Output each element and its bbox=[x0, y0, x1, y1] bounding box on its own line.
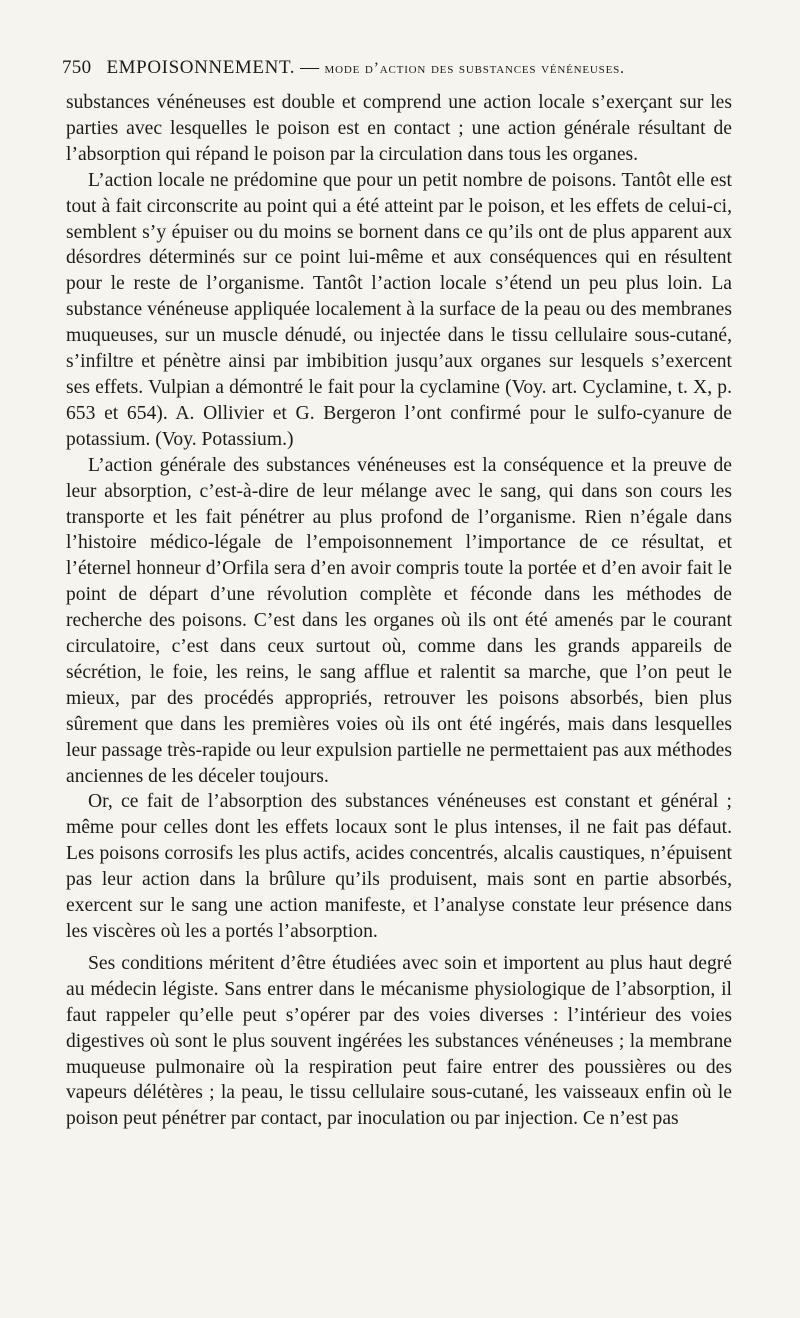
chapter-title: EMPOISONNEMENT. bbox=[106, 57, 296, 78]
page-number: 750 bbox=[62, 57, 92, 78]
paragraph-5: Ses conditions méritent d’être étudiées avec soin et importent au plus haut degré au médecin légiste. Sans entrer dans le mécanisme physiologique de l’absorption, il faut rappeler qu’elle peut s’opérer par des voies diverses : l’intérieur des voies digestives où sont le plus souvent ingérées les substances vénéneuses ; la membrane muqueuse pulmonaire où la respiration peut faire entrer des poussières ou des vapeurs délétères ; la peau, le tissu cellulaire sous-cutané, les vaisseaux enfin où le poison peut pénétrer par contact, par inoculation ou par injection. Ce n’est pas bbox=[66, 952, 732, 1130]
paragraph-4: Or, ce fait de l’absorption des substances vénéneuses est constant et général ; même pour celles dont les effets locaux sont le plus intenses, il ne fait pas défaut. Les poisons corrosifs les plus actifs, acides concentrés, alcalis caustiques, n’épuisent pas leur action dans la brûlure qu’ils produisent, mais sont en partie absorbés, exercent sur le sang une action manifeste, et l’analyse constate leur présence dans les viscères où les a portés l’absorption. bbox=[66, 791, 732, 942]
title-dash: — bbox=[300, 57, 320, 78]
paragraph-1: substances vénéneuses est double et comprend une action locale s’exerçant sur les parties avec lesquelles le poison est en contact ; une action générale résultant de l’absorption qui répand le poison par la circulation dans tous les organes. bbox=[66, 92, 732, 165]
paragraph-3: L’action générale des substances vénéneuses est la conséquence et la preuve de leur absorption, c’est-à-dire de leur mélange avec le sang, qui dans son cours les transporte et les fait pénétrer au plus profond de l’organisme. Rien n’égale dans l’histoire médico-légale de l’empoisonnement l’importance de ce résultat, et l’éternel honneur d’Orfila sera d’en avoir compris toute la portée et d’en avoir fait le point de départ d’une révolution complète et féconde dans les méthodes de recherche des poisons. C’est dans les organes où ils ont été amenés par le courant circulatoire, c’est dans ceux surtout où, comme dans les grands appareils de sécrétion, le foie, les reins, le sang afflue et ralentit sa marche, que l’on peut le mieux, par des procédés appropriés, retrouver les poisons absorbés, bien plus sûrement que dans les premières voies où ils ont été ingérés, mais dans lesquelles leur passage très-rapide ou leur expulsion partielle ne permettaient pas aux méthodes anciennes de les déceler toujours. bbox=[66, 454, 732, 787]
paragraph-2: L’action locale ne prédomine que pour un petit nombre de poisons. Tantôt elle est tout à fait circonscrite au point qui a été atteint par le poison, et les effets de celui-ci, semblent s’y épuiser ou du moins se bornent dans ce qu’ils ont de plus apparent aux désordres déterminés sur ce point lui-même et aux conséquences qui en résultent pour le reste de l’organisme. Tantôt l’action locale s’étend un peu plus loin. La substance vénéneuse appliquée localement à la surface de la peau ou des membranes muqueuses, sur un muscle dénudé, ou injectée dans le tissu cellulaire sous-cutané, s’infiltre et pénètre ainsi par imbibition jusqu’aux organes sur lesquels s’exercent ses effets. Vulpian a démontré le fait pour la cyclamine (Voy. art. Cyclamine, t. X, p. 653 et 654). A. Ollivier et G. Bergeron l’ont confirmé pour le sulfo-cyanure de potassium. (Voy. Potassium.) bbox=[66, 169, 732, 450]
section-subtitle: mode d’action des substances vénéneuses. bbox=[324, 60, 625, 77]
body-text bbox=[66, 90, 732, 1132]
running-head bbox=[62, 57, 702, 79]
